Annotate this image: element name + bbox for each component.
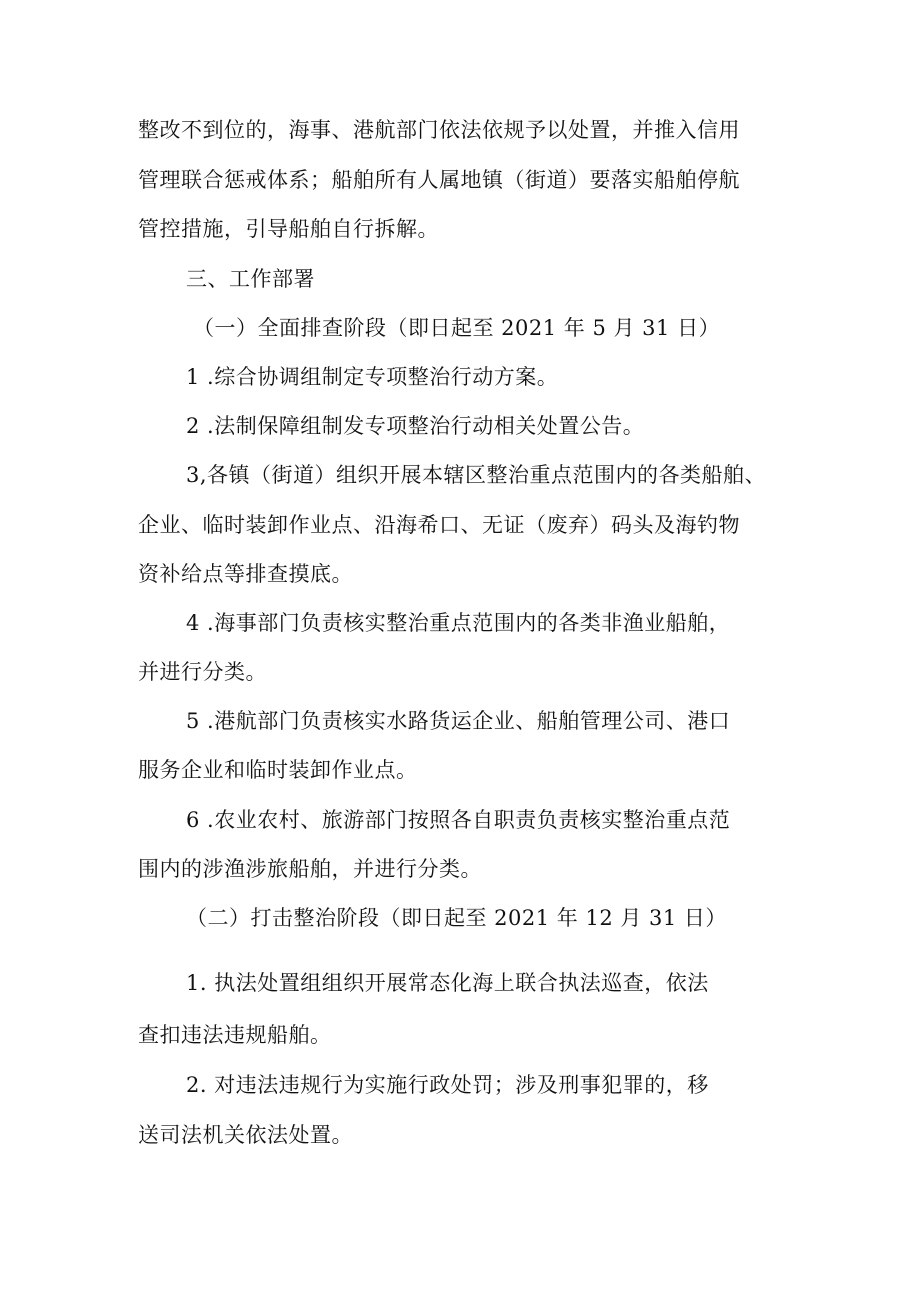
paragraph-line: 查扣违法违规船舶。 (138, 1023, 332, 1047)
paragraph-line: 服务企业和临时装卸作业点。 (138, 758, 418, 782)
list-item: 2 .法制保障组制发专项整治行动相关处置公告。 (186, 414, 645, 438)
list-item: 1. 执法处置组组织开展常态化海上联合执法巡查，依法 (186, 971, 709, 995)
paragraph-line: 管控措施，引导船舶自行拆解。 (138, 217, 439, 241)
paragraph-line: 送司法机关依法处置。 (138, 1123, 353, 1147)
subsection-heading: （一）全面排查阶段（即日起至 2021 年 5 月 31 日） (193, 316, 721, 340)
paragraph-line: 管理联合惩戒体系；船舶所有人属地镇（街道）要落实船舶停航 (138, 168, 740, 192)
paragraph-line: 并进行分类。 (138, 660, 267, 684)
list-item: 3,各镇（街道）组织开展本辖区整治重点范围内的各类船舶、 (186, 463, 767, 487)
list-item: 6 .农业农村、旅游部门按照各自职责负责核实整治重点范 (186, 808, 731, 832)
list-item: 1 .综合协调组制定专项整治行动方案。 (186, 365, 559, 389)
subsection-heading: （二）打击整治阶段（即日起至 2021 年 12 月 31 日） (186, 906, 727, 930)
paragraph-line: 企业、临时装卸作业点、沿海希口、无证（废弃）码头及海钓物 (138, 513, 740, 537)
list-item: 4 .海事部门负责核实整治重点范围内的各类非渔业船舶， (186, 611, 731, 635)
section-heading: 三、工作部署 (186, 267, 315, 291)
list-item: 5 .港航部门负责核实水路货运企业、船舶管理公司、港口 (186, 709, 731, 733)
paragraph-line: 围内的涉渔涉旅船舶，并进行分类。 (138, 857, 482, 881)
paragraph-line: 资补给点等排查摸底。 (138, 562, 353, 586)
list-item: 2. 对违法违规行为实施行政处罚；涉及刑事犯罪的，移 (186, 1073, 709, 1097)
paragraph-line: 整改不到位的，海事、港航部门依法依规予以处置，并推入信用 (138, 118, 740, 142)
